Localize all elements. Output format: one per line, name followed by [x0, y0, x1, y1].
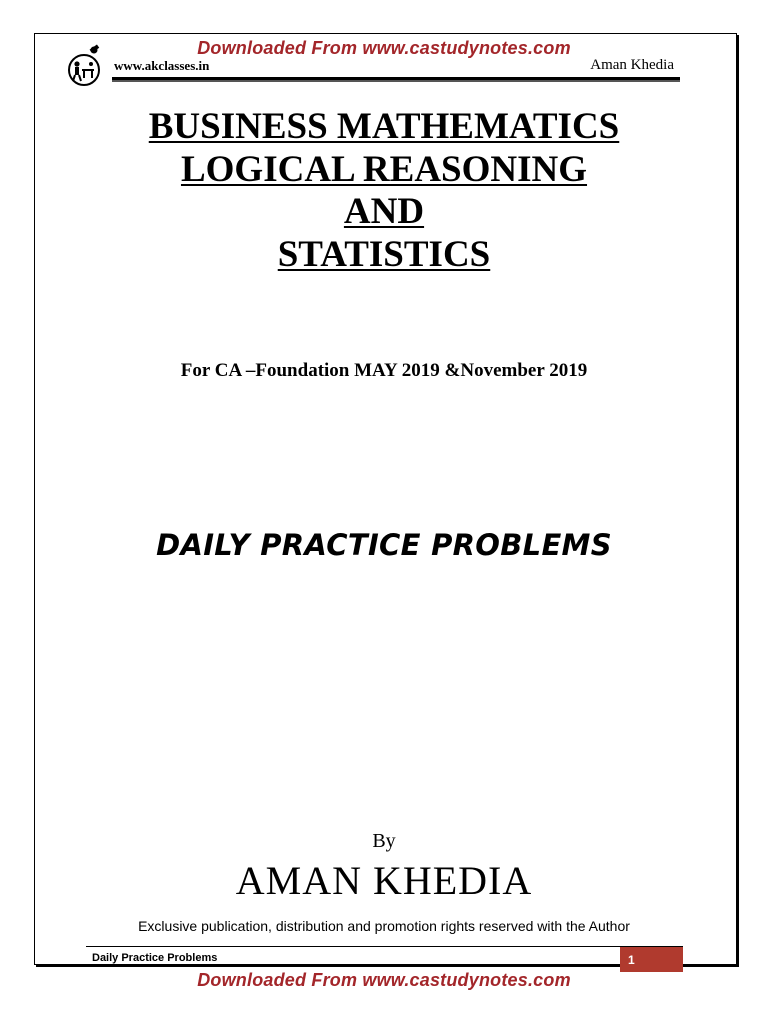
watermark-bottom: Downloaded From www.castudynotes.com — [197, 970, 571, 990]
watermark-top: Downloaded From www.castudynotes.com — [197, 38, 571, 58]
page-number-badge: 1 — [620, 947, 683, 972]
footer-divider — [86, 946, 683, 947]
dpp-heading: DAILY PRACTICE PROBLEMS — [156, 528, 612, 562]
teacher-desk-logo-icon — [64, 44, 104, 88]
book-title — [0, 106, 768, 276]
author-name: AMAN KHEDIA — [235, 858, 533, 903]
title-line: AND — [343, 191, 425, 232]
header-divider — [112, 77, 680, 80]
site-url: www.akclasses.in — [114, 58, 210, 73]
header-author: Aman Khedia — [590, 57, 674, 73]
footer-label: Daily Practice Problems — [92, 952, 218, 964]
title-line: STATISTICS — [277, 233, 491, 275]
title-line: BUSINESS MATHEMATICS — [148, 106, 620, 147]
exam-subtitle: For CA –Foundation MAY 2019 &November 2019 — [180, 360, 588, 381]
title-line: LOGICAL REASONING — [180, 148, 588, 190]
by-label: By — [372, 830, 396, 852]
rights-notice: Exclusive publication, distribution and promotion rights reserved with the Author — [138, 918, 630, 934]
